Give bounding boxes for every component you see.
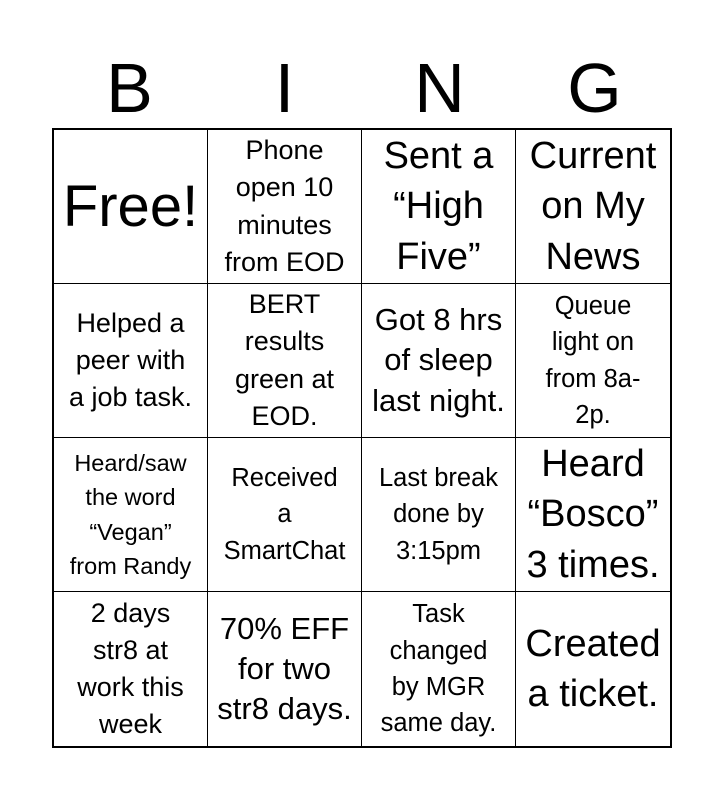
cell-text: 70% EFF for two str8 days. <box>217 610 352 727</box>
cell-text: Received a SmartChat <box>223 463 346 565</box>
bingo-board <box>52 128 672 748</box>
bingo-cell-free[interactable] <box>54 130 208 284</box>
cell-text: Queue light on from 8a- 2p. <box>545 291 641 429</box>
bingo-cell[interactable] <box>362 130 516 284</box>
bingo-cell[interactable] <box>208 130 362 284</box>
cell-text: Current on My News <box>529 135 657 278</box>
bingo-cell[interactable] <box>362 592 516 746</box>
bingo-cell[interactable] <box>208 592 362 746</box>
bingo-cell[interactable] <box>362 438 516 592</box>
header-letter-b: B <box>106 49 153 127</box>
cell-text: Task changed by MGR same day. <box>380 600 497 738</box>
cell-text: Free! <box>62 173 199 239</box>
bingo-cell[interactable] <box>54 284 208 438</box>
bingo-cell[interactable] <box>208 284 362 438</box>
bingo-cell[interactable] <box>362 284 516 438</box>
bingo-cell[interactable] <box>208 438 362 592</box>
header-letter-n: N <box>414 49 465 127</box>
cell-text: Created a ticket. <box>525 622 661 715</box>
bingo-cell[interactable] <box>516 592 670 746</box>
cell-text: Helped a peer with a job task. <box>68 307 193 413</box>
cell-text: Heard “Bosco” 3 times. <box>526 443 660 586</box>
cell-text: Phone open 10 minutes from EOD <box>224 135 345 277</box>
bingo-cell[interactable] <box>516 438 670 592</box>
bingo-cell[interactable] <box>516 284 670 438</box>
header-letter-i: I <box>274 49 295 127</box>
cell-text: 2 days str8 at work this week <box>77 597 184 740</box>
cell-text: Heard/saw the word “Vegan” from Randy <box>69 450 192 579</box>
cell-text: Sent a “High Five” <box>383 135 494 278</box>
cell-text: Last break done by 3:15pm <box>378 463 499 565</box>
header-letter-g: G <box>567 49 622 127</box>
cell-text: Got 8 hrs of sleep last night. <box>372 302 505 418</box>
bingo-cell[interactable] <box>54 592 208 746</box>
bingo-header <box>52 48 672 128</box>
bingo-cell[interactable] <box>516 130 670 284</box>
cell-text: BERT results green at EOD. <box>234 289 335 431</box>
bingo-cell[interactable] <box>54 438 208 592</box>
